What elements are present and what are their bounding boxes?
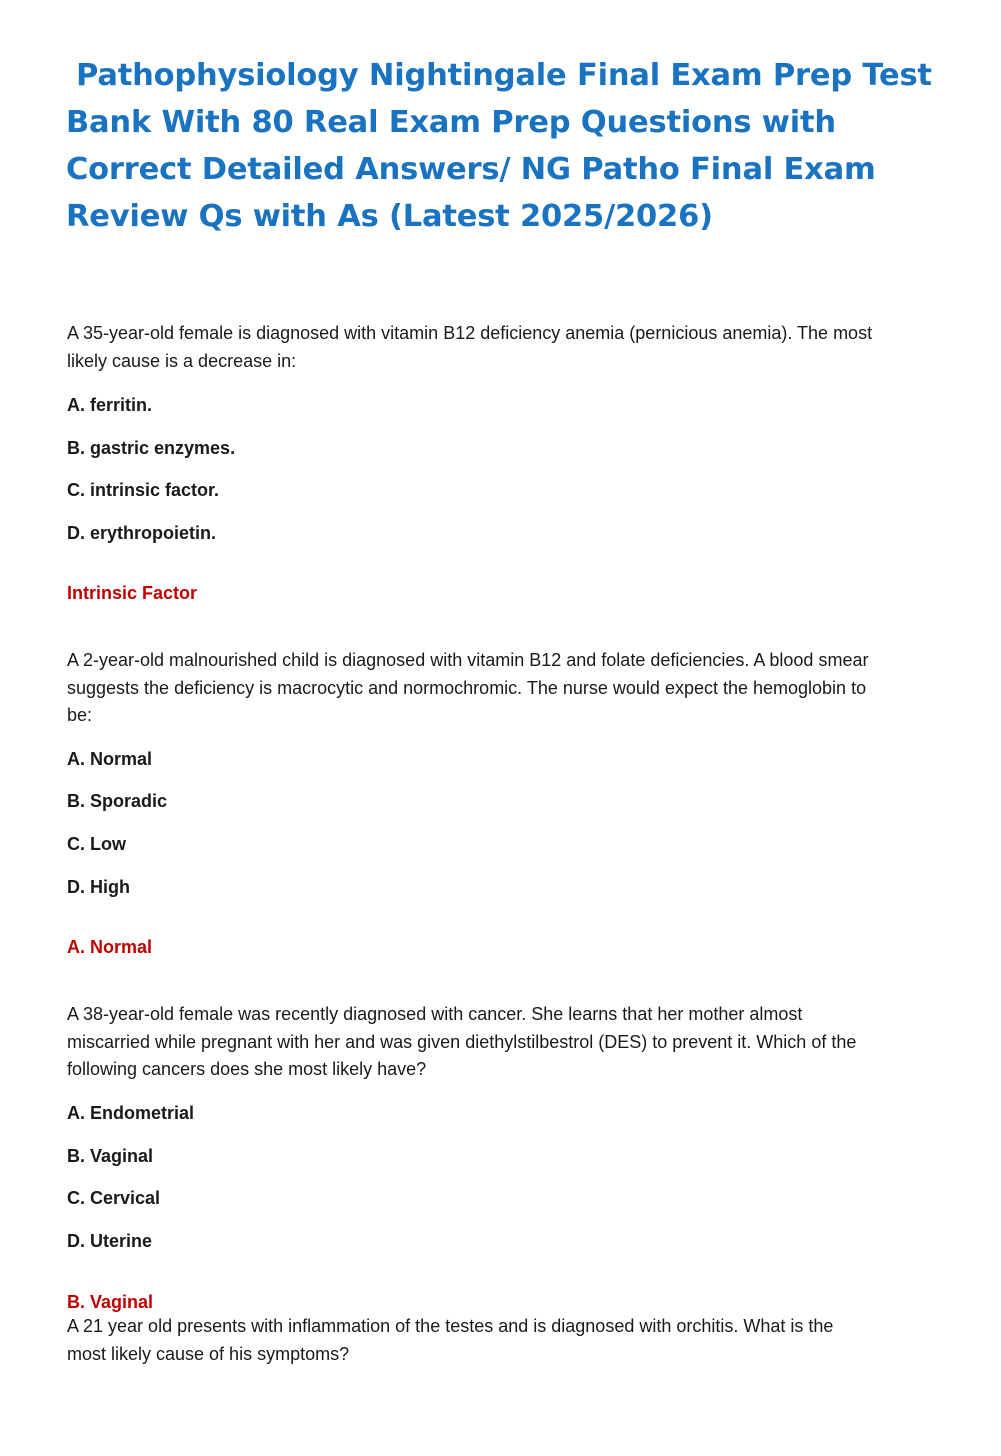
option-b: B. Sporadic [67,791,168,811]
question-block-3 [67,1001,937,1312]
option-c: C. Cervical [67,1188,161,1208]
stem-line: likely cause is a decrease in: [67,350,297,371]
option-b: B. Vaginal [67,1146,154,1166]
title-line: Pathophysiology Nightingale Final Exam Prep Test [76,58,932,93]
stem-line: A 21 year old presents with inflammation of the testes and is diagnosed with orchitis. What is the [67,1316,834,1336]
question-stem [67,1001,937,1084]
question-stem [67,320,937,375]
question-block-1 [67,320,937,603]
stem-line: following cancers does she most likely have? [67,1059,427,1079]
stem-line: most likely cause of his symptoms? [67,1343,350,1364]
stem-line: A 35-year-old female is diagnosed with vitamin B12 deficiency anemia (pernicious anemia). The most [67,323,873,343]
question-stem [67,1313,937,1368]
option-d: D. High [67,877,130,897]
title-line: Bank With 80 Real Exam Prep Questions with [66,105,836,140]
option-c: C. intrinsic factor. [67,480,220,500]
question-block-4 [67,1313,937,1368]
question-stem [67,647,937,730]
option-c: C. Low [67,834,126,854]
option-a: A. Normal [67,749,153,769]
answer-text: A. Normal [67,937,153,957]
stem-line: miscarried while pregnant with her and was given diethylstilbestrol (DES) to prevent it. Which of the [67,1031,857,1052]
document-title [66,52,946,240]
stem-line: A 38-year-old female was recently diagnosed with cancer. She learns that her mother almost [67,1004,803,1024]
option-d: D. Uterine [67,1231,153,1251]
title-line: Review Qs with As (Latest 2025/2026) [66,199,713,234]
option-d: D. erythropoietin. [67,523,217,543]
question-block-2 [67,647,937,957]
stem-line: be: [67,705,93,725]
answer-text: B. Vaginal [67,1292,154,1312]
answer-text: Intrinsic Factor [67,583,198,603]
option-a: A. Endometrial [67,1103,195,1123]
option-b: B. gastric enzymes. [67,438,236,458]
option-a: A. ferritin. [67,395,153,415]
stem-line: suggests the deficiency is macrocytic and normochromic. The nurse would expect the hemoglobin to [67,677,867,698]
stem-line: A 2-year-old malnourished child is diagnosed with vitamin B12 and folate deficiencies. A blood smear [67,650,869,670]
title-line: Correct Detailed Answers/ NG Patho Final Exam [66,152,876,187]
